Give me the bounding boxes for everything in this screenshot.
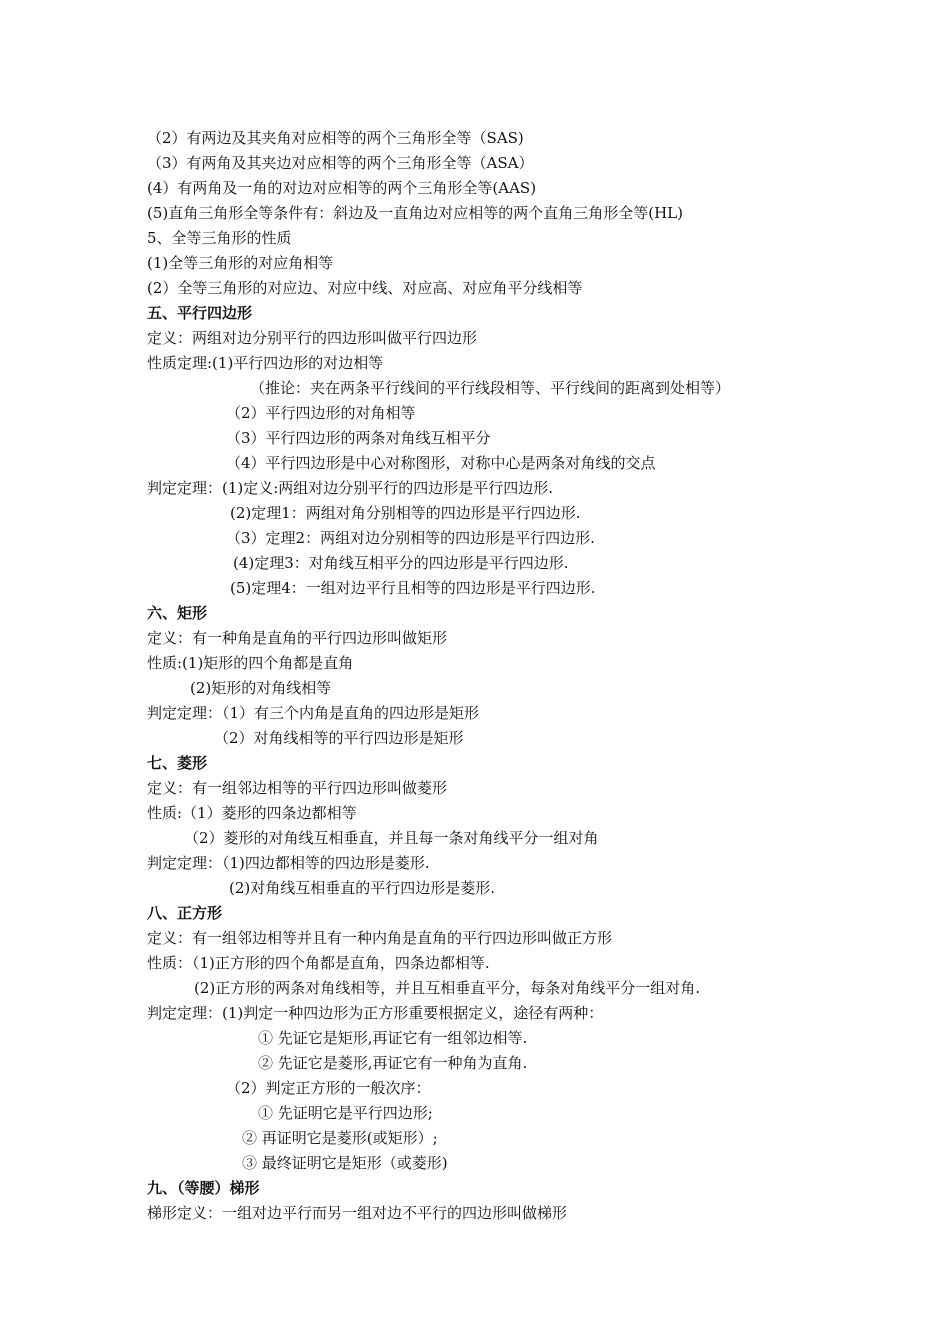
congruence-condition-hl: (5)直角三角形全等条件有：斜边及一直角边对应相等的两个直角三角形全等(HL) — [147, 204, 683, 222]
definition-line: 定义：有一种角是直角的平行四边形叫做矩形 — [147, 629, 448, 647]
criteria-item: （3）定理2：两组对边分别相等的四边形是平行四边形. — [226, 529, 595, 547]
congruence-condition-asa: （3）有两角及其夹边对应相等的两个三角形全等（ASA） — [147, 154, 534, 172]
definition-line: 定义：两组对边分别平行的四边形叫做平行四边形 — [147, 329, 478, 347]
congruence-condition-aas: (4）有两角及一角的对边对应相等的两个三角形全等(AAS) — [147, 179, 537, 197]
section-heading-trapezoid: 九、（等腰）梯形 — [147, 1179, 260, 1197]
property-item: （2）平行四边形的对角相等 — [226, 404, 416, 422]
method-step: ① 先证明它是平行四边形; — [258, 1104, 433, 1122]
property-item: (2)矩形的对角线相等 — [190, 679, 332, 697]
method-step: ① 先证它是矩形,再证它有一组邻边相等. — [258, 1029, 528, 1047]
property-theorem-line: 性质：（1)正方形的四个角都是直角，四条边都相等. — [147, 954, 490, 972]
section-heading-parallelogram: 五、平行四边形 — [147, 304, 253, 322]
definition-line: 定义：有一组邻边相等的平行四边形叫做菱形 — [147, 779, 448, 797]
property-item: （3）平行四边形的两条对角线互相平分 — [226, 429, 491, 447]
property-theorem-line: 性质定理:(1)平行四边形的对边相等 — [147, 354, 384, 372]
corollary-line: （推论：夹在两条平行线间的平行线段相等、平行线间的距离到处相等） — [250, 379, 731, 397]
method-step: ② 先证它是菱形,再证它有一种角为直角. — [258, 1054, 528, 1072]
property-theorem-line: 性质:(1)矩形的四个角都是直角 — [147, 654, 354, 672]
property-item: (1)全等三角形的对应角相等 — [147, 254, 334, 272]
section-heading-rhombus: 七、菱形 — [147, 754, 208, 772]
method-step: ② 再证明它是菱形(或矩形）; — [242, 1129, 438, 1147]
property-item: (2)正方形的两条对角线相等，并且互相垂直平分，每条对角线平分一组对角. — [194, 979, 701, 997]
property-theorem-line: 性质:（1）菱形的四条边都相等 — [147, 804, 357, 822]
criteria-item: (5)定理4：一组对边平行且相等的四边形是平行四边形. — [230, 579, 596, 597]
section-heading-rectangle: 六、矩形 — [147, 604, 208, 622]
section-heading-square: 八、正方形 — [147, 904, 223, 922]
criteria-item: (4)定理3：对角线互相平分的四边形是平行四边形. — [233, 554, 569, 572]
property-item: (2）全等三角形的对应边、对应中线、对应高、对应角平分线相等 — [147, 279, 583, 297]
definition-line: 定义：有一组邻边相等并且有一种内角是直角的平行四边形叫做正方形 — [147, 929, 613, 947]
congruence-condition-sas: （2）有两边及其夹角对应相等的两个三角形全等（SAS) — [147, 129, 524, 147]
property-item: （4）平行四边形是中心对称图形，对称中心是两条对角线的交点 — [226, 454, 656, 472]
criteria-theorem-line: 判定定理：(1)定义:两组对边分别平行的四边形是平行四边形. — [147, 479, 554, 497]
method-step: ③ 最终证明它是矩形（或菱形) — [242, 1154, 448, 1172]
section-heading-5: 5、全等三角形的性质 — [147, 229, 292, 247]
property-item: （2）菱形的对角线互相垂直，并且每一条对角线平分一组对角 — [184, 829, 599, 847]
criteria-item: （2）对角线相等的平行四边形是矩形 — [214, 729, 464, 747]
criteria-theorem-line: 判定定理：（1)四边都相等的四边形是菱形. — [147, 854, 430, 872]
criteria-theorem-line: 判定定理：(1)判定一种四边形为正方形重要根据定义，途径有两种： — [147, 1004, 604, 1022]
criteria-item: (2)定理1：两组对角分别相等的四边形是平行四边形. — [230, 504, 581, 522]
criteria-item: (2)对角线互相垂直的平行四边形是菱形. — [229, 879, 496, 897]
criteria-theorem-line: 判定定理：（1）有三个内角是直角的四边形是矩形 — [147, 704, 480, 722]
criteria-item: （2）判定正方形的一般次序： — [226, 1079, 431, 1097]
definition-line: 梯形定义：一组对边平行而另一组对边不平行的四边形叫做梯形 — [147, 1204, 568, 1222]
